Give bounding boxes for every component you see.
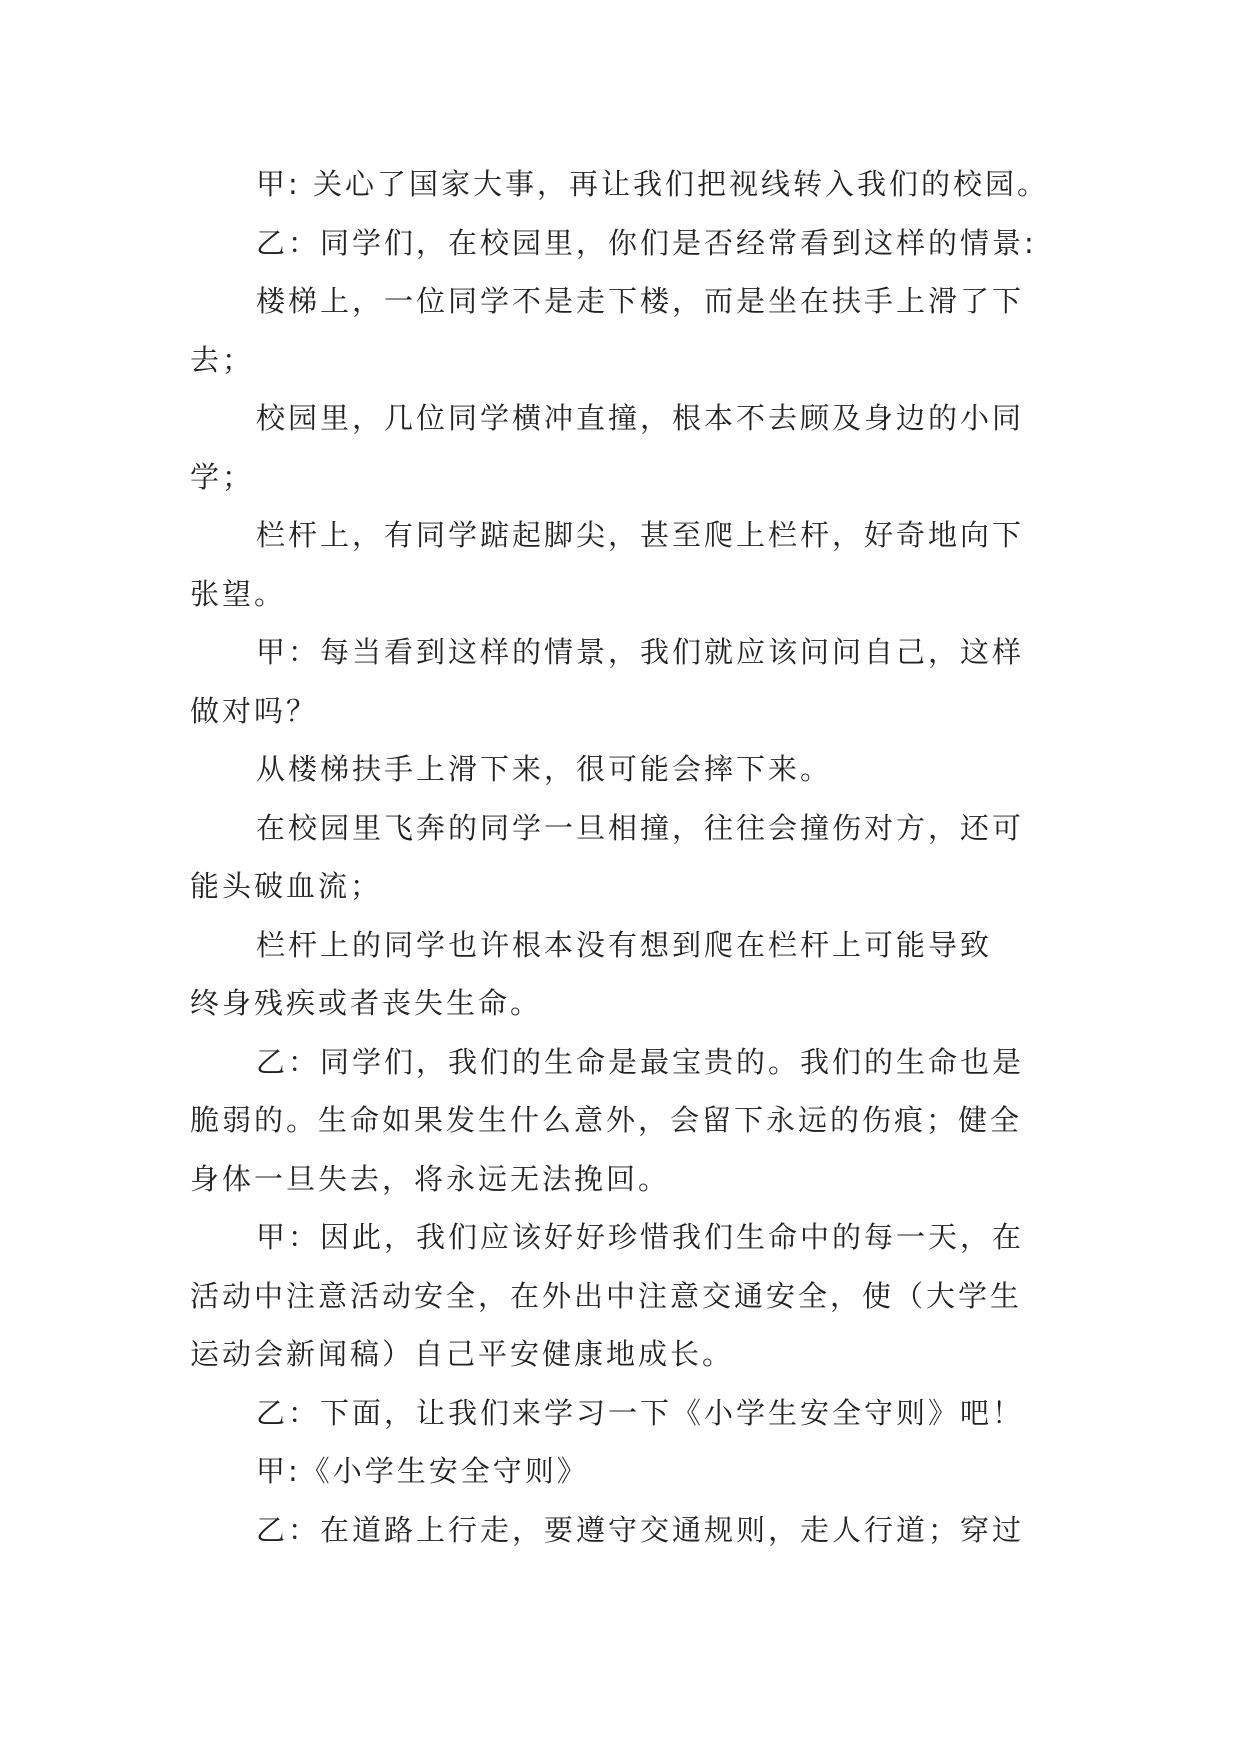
paragraph-line: 栏杆上的同学也许根本没有想到爬在栏杆上可能导致: [256, 927, 993, 962]
paragraph-line: 栏杆上，有同学踮起脚尖，甚至爬上栏杆，好奇地向下: [256, 518, 1025, 552]
paragraph-line: 乙：同学们，在校园里，你们是否经常看到这样的情景:: [256, 225, 1037, 260]
paragraph-line: 做对吗？: [190, 693, 319, 728]
paragraph-line: 身体一旦失去，将永远无法挽回。: [190, 1161, 671, 1196]
paragraph-line: 甲:《小学生安全守则》: [256, 1454, 589, 1488]
paragraph-line: 在校园里飞奔的同学一旦相撞，往往会撞伤对方，还可: [256, 810, 1025, 845]
paragraph-line: 学；: [190, 459, 255, 494]
paragraph-line: 乙：下面，让我们来学习一下《小学生安全守则》吧！: [256, 1395, 1025, 1430]
paragraph-line: 运动会新闻稿）自己平安健康地成长。: [190, 1337, 735, 1371]
paragraph-line: 甲：因此，我们应该好好珍惜我们生命中的每一天，在: [256, 1220, 1025, 1254]
paragraph-line: 张望。: [190, 576, 287, 611]
paragraph-line: 甲：每当看到这样的情景，我们就应该问问自己，这样: [256, 635, 1025, 669]
paragraph-line: 活动中注意活动安全，在外出中注意交通安全，使（大学生: [190, 1278, 1023, 1313]
paragraph-line: 去；: [190, 342, 255, 377]
paragraph-line: 楼梯上，一位同学不是走下楼，而是坐在扶手上滑了下: [256, 284, 1025, 318]
paragraph-line: 校园里，几位同学横冲直撞，根本不去顾及身边的小同: [256, 401, 1025, 435]
paragraph-line: 乙：同学们，我们的生命是最宝贵的。我们的生命也是: [256, 1044, 1025, 1079]
paragraph-line: 脆弱的。生命如果发生什么意外，会留下永远的伤痕；健全: [190, 1103, 1023, 1137]
paragraph-line: 甲: 关心了国家大事，再让我们把视线转入我们的校园。: [256, 167, 1049, 201]
paragraph-line: 乙：在道路上行走，要遵守交通规则，走人行道；穿过: [256, 1512, 1025, 1547]
document-body: [190, 155, 1050, 1559]
paragraph-line: 从楼梯扶手上滑下来，很可能会摔下来。: [256, 752, 833, 786]
paragraph-line: 能头破血流；: [190, 869, 383, 903]
paragraph-line: 终身残疾或者丧失生命。: [190, 986, 543, 1020]
